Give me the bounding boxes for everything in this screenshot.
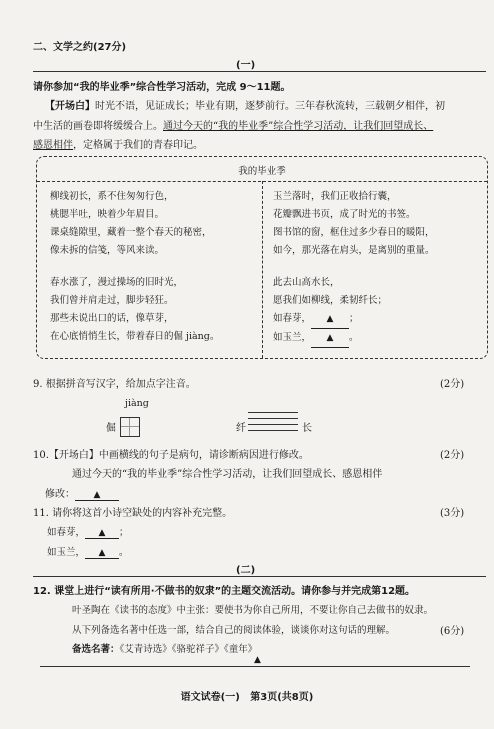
- answer-mark: ▲: [326, 314, 334, 324]
- q9-answer-grid[interactable]: [120, 417, 140, 437]
- poem-box: [36, 156, 488, 359]
- poem-line: 我们曾并肩走过，脚步轻狂。: [50, 295, 174, 306]
- answer-mark: ▲: [326, 333, 334, 343]
- opening-tag: 【开场白】: [45, 101, 95, 112]
- opening-underlined-sentence: 通过今天的“我的毕业季”综合性学习活动，让我们回望成长、: [163, 121, 434, 132]
- q9-pinyin-lines[interactable]: [248, 412, 298, 432]
- divider: [33, 71, 486, 72]
- poem-line: 课桌缝隙里，藏着一整个春天的秘密，: [50, 227, 212, 238]
- poem-line: 在心底悄悄生长，带着春日的倔 jiàng。: [50, 331, 220, 342]
- part-one-heading: (一): [236, 60, 256, 71]
- poem-left-stanza-1: [50, 188, 212, 260]
- poem-right-stanza-2: [273, 274, 387, 348]
- answer-mark: ▲: [98, 548, 106, 558]
- poem-line: 春水涨了，漫过操场的旧时光，: [50, 277, 184, 288]
- q12-books: 《艾青诗选》《骆驼祥子》《童年》: [119, 644, 258, 655]
- q10-score: (2分): [440, 450, 465, 461]
- q11-blank-2[interactable]: [85, 547, 119, 559]
- opening-line-2: [33, 117, 433, 132]
- opening-line-1: [45, 97, 445, 112]
- opening-line-3: [33, 136, 203, 151]
- poem-left-stanza-2: [50, 274, 219, 346]
- q11-label-1: 如春芽，: [47, 527, 86, 538]
- q12-books-line: [72, 641, 257, 655]
- poem-blank-label: 如玉兰，: [273, 332, 312, 343]
- poem-line: 桃腮半吐，映着少年眉目。: [50, 209, 165, 220]
- poem-blank-1[interactable]: [311, 310, 349, 329]
- poem-blank-label: 如春芽，: [273, 313, 312, 324]
- q9-char-jue: 倔: [106, 423, 116, 434]
- poem-blank-line-1: [273, 310, 387, 329]
- q9-text: 9. 根据拼音写汉字，给加点字注音。: [33, 379, 196, 390]
- q10-revise-label: 修改：: [45, 489, 75, 500]
- q10-revise-line: [45, 485, 119, 501]
- q12-quote: 叶圣陶在《读书的态度》中主张：要使书为你自己所用，不要让你自己去做书的奴隶。: [72, 605, 434, 616]
- intro-instruction: 请你参加“我的毕业季”综合性学习活动，完成 9～11题。: [33, 82, 291, 93]
- poem-punct: 。: [349, 332, 359, 343]
- q10-sentence: 通过今天的“我的毕业季”综合性学习活动，让我们回望成长、感恩相伴: [72, 469, 383, 480]
- poem-line: 玉兰落时，我们正收拾行囊，: [273, 191, 397, 202]
- poem-line: 此去山高水长，: [273, 277, 340, 288]
- q11-punct: ；: [119, 527, 129, 538]
- q9-score: (2分): [440, 379, 465, 390]
- poem-title: 我的毕业季: [238, 166, 286, 177]
- page-footer: 语文试卷(一) 第3页(共8页): [180, 692, 314, 703]
- q11-punct: 。: [119, 547, 129, 558]
- answer-mark: ▲: [93, 490, 101, 500]
- poem-punct: ；: [349, 313, 359, 324]
- opening-text-1: 时光不语，见证成长；毕业有期，逐梦前行。三年春秋流转，三载朝夕相伴，初: [95, 101, 445, 112]
- poem-blank-2[interactable]: [311, 329, 349, 348]
- q10-text: 10.【开场白】中画横线的句子是病句，请诊断病因进行修改。: [33, 450, 309, 461]
- poem-line: 图书馆的窗，框住过多少春日的暖阳，: [273, 227, 435, 238]
- q11-line-2: [47, 544, 129, 559]
- section-title: 二、文学之约(27分): [33, 42, 127, 53]
- answer-line[interactable]: [40, 666, 470, 667]
- q12-text: 12. 课堂上进行“读有所用·不做书的奴隶”的主题交流活动。请你参与并完成第12题。: [33, 586, 416, 597]
- answer-mark: ▲: [254, 655, 261, 665]
- poem-line: 愿我们如柳线，柔韧纤长；: [273, 295, 388, 306]
- part-two-heading: (二): [236, 565, 256, 576]
- answer-mark: ▲: [98, 528, 106, 538]
- q12-task: 从下列备选名著中任选一部，结合自己的阅读体验，谈谈你对这句话的理解。: [72, 625, 396, 636]
- poem-line: 如今，那光落在肩头，是离别的重量。: [273, 245, 435, 256]
- q9-char-chang: 长: [302, 423, 312, 434]
- poem-column-divider: [262, 181, 263, 358]
- q12-books-label: 备选名著：: [72, 644, 120, 655]
- q11-score: (3分): [440, 508, 465, 519]
- q9-pinyin: jiàng: [125, 398, 149, 409]
- opening-text-2: 中生活的画卷即将缓缓合上。: [33, 121, 163, 132]
- opening-underlined-end: 感恩相伴: [33, 140, 73, 151]
- q10-answer-blank[interactable]: [75, 489, 119, 501]
- q11-text: 11. 请你将这首小诗空缺处的内容补充完整。: [33, 508, 233, 519]
- poem-line: 花瓣飘进书页，成了时光的书签。: [273, 209, 416, 220]
- poem-line: 那些未说出口的话，像草芽，: [50, 313, 174, 324]
- q9-char-xian: 纤: [236, 423, 246, 434]
- q11-line-1: [47, 524, 129, 539]
- q12-score: (6分): [440, 626, 465, 637]
- divider: [33, 576, 486, 577]
- poem-line: 像未拆的信笺，等风来读。: [50, 245, 165, 256]
- q11-blank-1[interactable]: [85, 527, 119, 539]
- poem-blank-line-2: [273, 329, 387, 348]
- opening-text-3: ，定格属于我们的青春印记。: [73, 140, 203, 151]
- poem-right-stanza-1: [273, 188, 435, 260]
- q11-label-2: 如玉兰，: [47, 547, 86, 558]
- poem-line: 柳线初长，系不住匆匆行色，: [50, 191, 174, 202]
